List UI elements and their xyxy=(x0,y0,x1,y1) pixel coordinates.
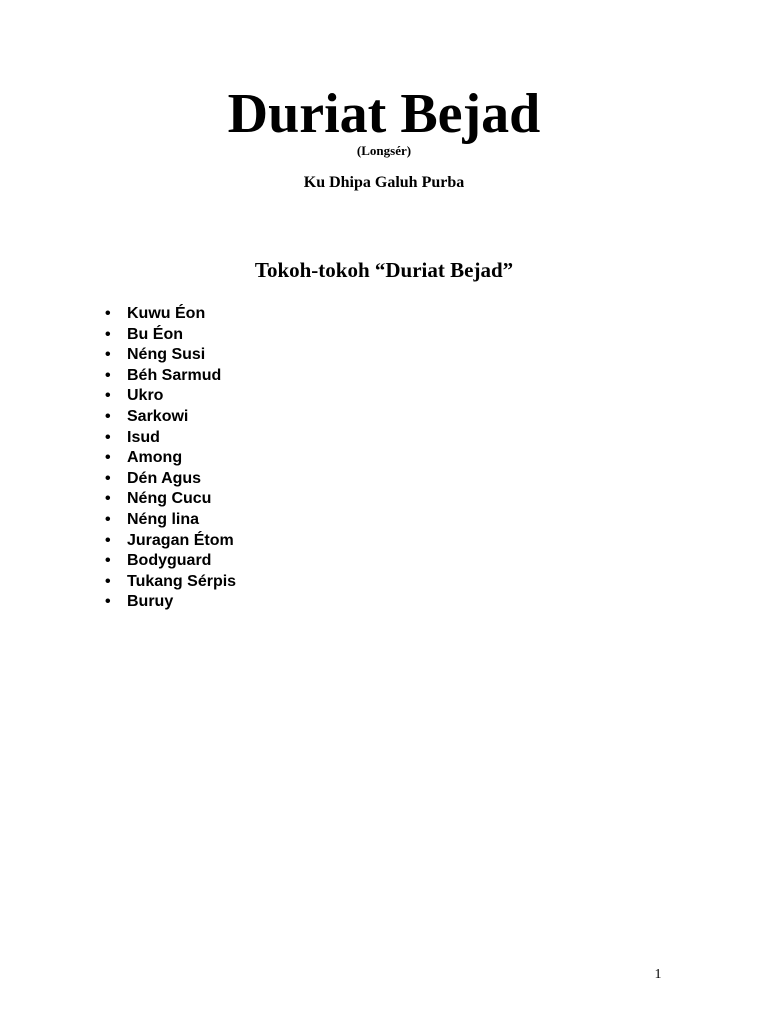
bullet-icon: • xyxy=(105,510,111,528)
cast-name: Bodyguard xyxy=(127,552,212,570)
list-item xyxy=(105,489,236,510)
document-author: Ku Dhipa Galuh Purba xyxy=(303,174,465,191)
list-item xyxy=(105,510,236,531)
list-item xyxy=(105,386,236,407)
cast-name: Kuwu Éon xyxy=(127,305,206,322)
bullet-icon: • xyxy=(105,346,111,364)
cast-name: Néng Cucu xyxy=(127,490,212,508)
cast-name: Tukang Sérpis xyxy=(127,572,237,590)
bullet-icon: • xyxy=(105,325,111,343)
document-title: Duriat Bejad xyxy=(227,83,541,145)
bullet-icon: • xyxy=(105,305,111,322)
document-subtitle: (Longsér) xyxy=(356,143,412,158)
bullet-icon: • xyxy=(105,531,111,549)
cast-name: Dén Agus xyxy=(127,469,202,487)
cast-name: Sarkowi xyxy=(127,407,189,425)
list-item xyxy=(105,304,236,325)
list-item xyxy=(105,469,236,490)
bullet-icon: • xyxy=(105,449,111,467)
list-item xyxy=(105,325,236,346)
cast-name: Ukro xyxy=(127,387,164,405)
list-item xyxy=(105,551,236,572)
list-item xyxy=(105,428,236,449)
bullet-icon: • xyxy=(105,572,111,590)
cast-name: Isud xyxy=(127,428,160,446)
bullet-icon: • xyxy=(105,552,111,570)
bullet-icon: • xyxy=(105,407,111,425)
cast-name: Néng Susi xyxy=(127,346,206,364)
bullet-icon: • xyxy=(105,490,111,508)
list-item xyxy=(105,572,237,593)
list-item xyxy=(105,345,236,366)
page-number: 1 xyxy=(654,967,662,982)
cast-name: Néng lina xyxy=(127,510,200,528)
list-item xyxy=(105,407,236,428)
cast-name: Béh Sarmud xyxy=(127,366,222,384)
bullet-icon: • xyxy=(105,428,111,446)
list-item xyxy=(105,366,236,387)
cast-name: Juragan Étom xyxy=(127,531,234,549)
list-item xyxy=(105,531,236,552)
cast-list xyxy=(105,304,237,613)
bullet-icon: • xyxy=(105,387,111,405)
bullet-icon: • xyxy=(105,366,111,384)
bullet-icon: • xyxy=(105,593,111,611)
cast-name: Among xyxy=(127,449,183,467)
bullet-icon: • xyxy=(105,469,111,487)
cast-name: Buruy xyxy=(127,593,174,611)
list-item xyxy=(105,592,236,613)
list-item xyxy=(105,448,236,469)
cast-name: Bu Éon xyxy=(127,325,183,343)
section-heading: Tokoh-tokoh “Duriat Bejad” xyxy=(254,258,514,282)
